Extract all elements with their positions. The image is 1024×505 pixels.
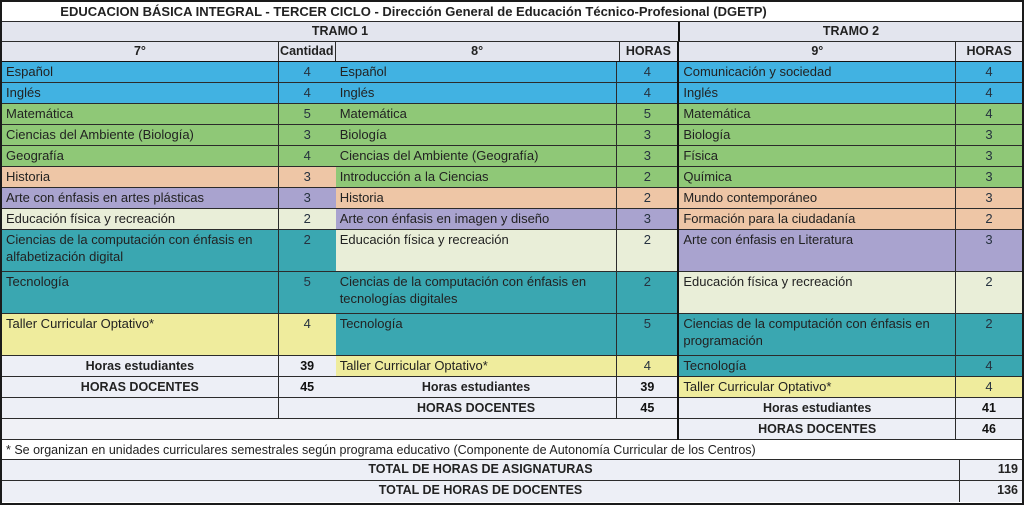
hours-cell: 2 <box>643 190 651 205</box>
grade7-column-group <box>2 62 336 440</box>
subject-cell: Matemática <box>2 104 279 124</box>
hours-cell: 2 <box>643 274 651 289</box>
subject-cell: Ciencias del Ambiente (Geografía) <box>336 146 618 166</box>
hours-cell: 39 <box>300 359 315 373</box>
tramo-header-row <box>2 22 1022 42</box>
hours-cell: 4 <box>985 64 993 79</box>
subject-cell: Biología <box>336 125 618 145</box>
subject-row <box>2 83 336 104</box>
subject-cell: Español <box>336 62 618 82</box>
summary-row <box>2 356 336 377</box>
subject-cell: Inglés <box>336 83 618 103</box>
subject-cell: Educación física y recreación <box>336 230 618 271</box>
subject-row <box>679 230 1022 272</box>
subject-row <box>679 272 1022 314</box>
subject-row <box>336 188 678 209</box>
hours-cell: 5 <box>303 274 311 289</box>
hours-cell: 4 <box>985 358 993 373</box>
subject-cell: Ciencias de la computación con énfasis en alfabetización digital <box>2 230 279 271</box>
subject-cell: Ciencias del Ambiente (Biología) <box>2 125 279 145</box>
subject-cell: Ciencias de la computación con énfasis en tecnologías digitales <box>336 272 618 313</box>
subject-cell: Arte con énfasis en artes plásticas <box>2 188 279 208</box>
tramo1-header: TRAMO 1 <box>2 22 680 41</box>
hours-cell <box>279 398 336 418</box>
hours-cell: 3 <box>643 148 651 163</box>
hours-cell: 4 <box>303 85 311 100</box>
subject-cell: Mundo contemporáneo <box>679 188 956 208</box>
grade8-header: 8° <box>336 42 620 61</box>
total-asignaturas-label: TOTAL DE HORAS DE ASIGNATURAS <box>2 460 960 480</box>
subject-cell: Formación para la ciudadanía <box>679 209 956 229</box>
hours-cell: 45 <box>300 380 315 394</box>
subject-row <box>679 377 1022 398</box>
hours-cell: 5 <box>303 106 311 121</box>
subject-cell: Introducción a la Ciencias <box>336 167 618 187</box>
subject-row <box>679 209 1022 230</box>
hours-cell: 3 <box>985 232 993 247</box>
horas8-header: HORAS <box>620 42 680 61</box>
subject-row <box>679 104 1022 125</box>
hours-cell: 2 <box>303 232 311 247</box>
subject-row <box>679 188 1022 209</box>
summary-label-cell: HORAS DOCENTES <box>679 419 956 439</box>
subject-cell: Física <box>679 146 956 166</box>
subject-row <box>336 62 678 83</box>
column-header-row <box>2 42 1022 62</box>
grade9-column-group <box>679 62 1022 440</box>
subject-row <box>679 125 1022 146</box>
subject-cell: Tecnología <box>336 314 618 355</box>
hours-cell: 2 <box>303 211 311 226</box>
subject-cell: Química <box>679 167 956 187</box>
hours-cell: 3 <box>643 127 651 142</box>
subject-row <box>2 146 336 167</box>
total-asignaturas-value: 119 <box>997 462 1018 476</box>
horas9-header: HORAS <box>966 44 1012 58</box>
subject-cell: Educación física y recreación <box>2 209 279 229</box>
subject-row <box>679 146 1022 167</box>
total-docentes-row <box>2 481 1022 502</box>
summary-row <box>2 377 336 398</box>
subject-row <box>336 314 678 356</box>
subject-cell: Historia <box>336 188 618 208</box>
hours-cell: 39 <box>640 380 655 394</box>
subject-cell: Inglés <box>2 83 279 103</box>
subject-cell: Español <box>2 62 279 82</box>
footnote: * Se organizan en unidades curriculares semestrales según programa educativo (Componente de Autonomía Curricular de los Centros) <box>2 440 1022 460</box>
summary-row <box>336 398 678 419</box>
subject-row <box>2 272 336 314</box>
subject-row <box>2 209 336 230</box>
subject-cell: Ciencias de la computación con énfasis en programación <box>679 314 956 355</box>
summary-label-cell: Horas estudiantes <box>679 398 956 418</box>
title-row <box>2 2 1022 22</box>
subject-row <box>2 167 336 188</box>
hours-cell: 46 <box>982 422 996 436</box>
subject-cell: Comunicación y sociedad <box>679 62 956 82</box>
summary-label-cell: Horas estudiantes <box>2 356 279 376</box>
grade8-column-group <box>336 62 680 440</box>
summary-row <box>679 398 1022 419</box>
hours-cell: 3 <box>303 169 311 184</box>
subject-row <box>679 356 1022 377</box>
subject-cell: Educación física y recreación <box>679 272 956 313</box>
subject-row <box>336 83 678 104</box>
hours-cell: 5 <box>643 106 651 121</box>
subject-row <box>2 62 336 83</box>
hours-cell: 4 <box>303 316 311 331</box>
subject-cell: Arte con énfasis en imagen y diseño <box>336 209 618 229</box>
page-title: EDUCACION BÁSICA INTEGRAL - TERCER CICLO - Dirección General de Educación Técnico-Profesional (DGETP) <box>60 4 767 19</box>
subject-cell: Taller Curricular Optativo* <box>2 314 279 355</box>
total-docentes-value: 136 <box>997 483 1018 497</box>
subject-cell: Matemática <box>336 104 618 124</box>
subject-cell: Biología <box>679 125 956 145</box>
subject-cell: Tecnología <box>2 272 279 313</box>
total-asignaturas-row <box>2 460 1022 481</box>
summary-label-cell: Horas estudiantes <box>336 377 618 397</box>
subject-row <box>2 125 336 146</box>
empty-row <box>2 398 336 419</box>
hours-cell: 3 <box>985 169 993 184</box>
hours-cell: 3 <box>303 127 311 142</box>
summary-row <box>679 419 1022 440</box>
hours-cell: 4 <box>985 379 993 394</box>
subject-cell: Taller Curricular Optativo* <box>336 356 618 376</box>
hours-cell: 3 <box>643 211 651 226</box>
subject-row <box>336 209 678 230</box>
subject-row <box>2 230 336 272</box>
hours-cell: 3 <box>303 190 311 205</box>
hours-cell: 2 <box>985 274 993 289</box>
hours-cell: 3 <box>985 190 993 205</box>
subject-row <box>336 356 678 377</box>
subject-row <box>336 230 678 272</box>
summary-label-cell: HORAS DOCENTES <box>2 377 279 397</box>
subject-cell: Tecnología <box>679 356 956 376</box>
subject-cell: Taller Curricular Optativo* <box>679 377 956 397</box>
subject-cell: Inglés <box>679 83 956 103</box>
hours-cell: 4 <box>643 85 651 100</box>
empty-cell <box>2 419 336 439</box>
summary-label-cell: HORAS DOCENTES <box>336 398 618 418</box>
subject-row <box>2 188 336 209</box>
hours-cell: 4 <box>303 64 311 79</box>
subject-row <box>679 83 1022 104</box>
hours-cell: 45 <box>640 401 655 415</box>
subject-row <box>679 62 1022 83</box>
subject-cell: Historia <box>2 167 279 187</box>
hours-cell: 2 <box>985 316 993 331</box>
hours-cell: 4 <box>985 85 993 100</box>
subject-row <box>2 314 336 356</box>
hours-cell: 2 <box>985 211 993 226</box>
subject-cell: Geografía <box>2 146 279 166</box>
subject-row <box>336 167 678 188</box>
hours-cell: 3 <box>985 148 993 163</box>
subject-row <box>336 272 678 314</box>
subject-row <box>336 146 678 167</box>
hours-cell: 4 <box>985 106 993 121</box>
subject-row <box>336 104 678 125</box>
grade7-header: 7° <box>2 42 279 61</box>
hours-cell: 2 <box>643 232 651 247</box>
subject-row <box>2 104 336 125</box>
empty-row <box>336 419 678 440</box>
subject-cell: Arte con énfasis en Literatura <box>679 230 956 271</box>
hours-cell: 41 <box>982 401 996 415</box>
hours-cell: 4 <box>643 358 651 373</box>
total-docentes-label: TOTAL DE HORAS DE DOCENTES <box>2 481 960 502</box>
empty-row <box>2 419 336 440</box>
tramo2-header: TRAMO 2 <box>822 24 880 38</box>
subject-row <box>679 167 1022 188</box>
subject-row <box>679 314 1022 356</box>
hours-cell: 3 <box>985 127 993 142</box>
summary-row <box>336 377 678 398</box>
hours-cell: 4 <box>303 148 311 163</box>
cantidad-header: Cantidad <box>279 42 336 61</box>
subject-cell: Matemática <box>679 104 956 124</box>
hours-cell: 2 <box>643 169 651 184</box>
subject-row <box>336 125 678 146</box>
empty-cell <box>336 419 678 439</box>
hours-cell: 4 <box>643 64 651 79</box>
table-body <box>2 62 1022 440</box>
hours-cell: 5 <box>643 316 651 331</box>
grade9-header: 9° <box>679 42 956 61</box>
empty-cell <box>2 398 279 418</box>
